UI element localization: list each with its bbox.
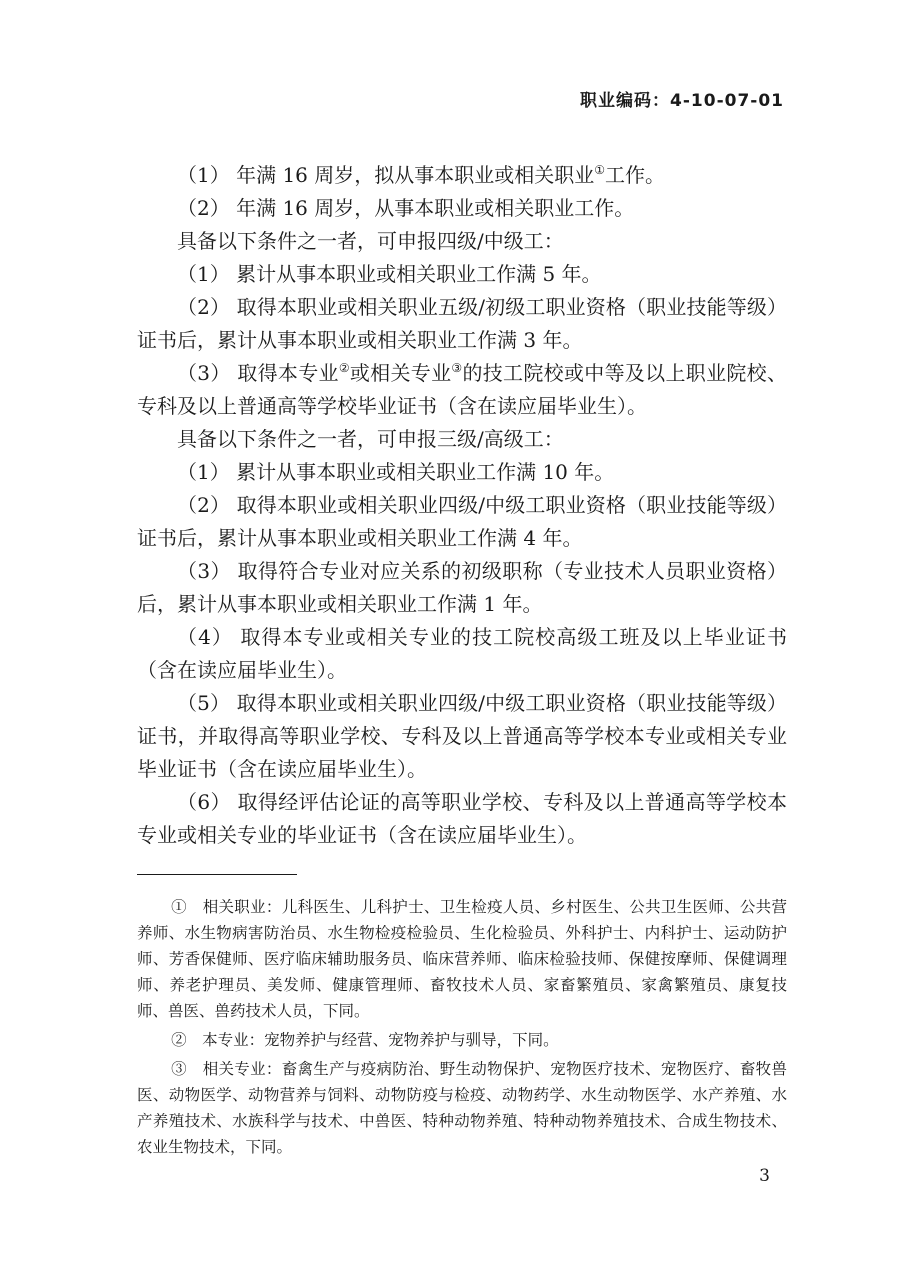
paragraph: （5） 取得本职业或相关职业四级/中级工职业资格（职业技能等级）证书，并取得高等职业学校、专科及以上普通高等学校本专业或相关专业毕业证书（含在读应届毕业生）。 [137,691,787,781]
paragraph: （2） 取得本职业或相关职业五级/初级工职业资格（职业技能等级）证书后，累计从事本职业或相关职业工作满 3 年。 [137,295,787,352]
paragraph: （2） 年满 16 周岁，从事本职业或相关职业工作。 [177,196,635,220]
paragraph: （4） 取得本专业或相关专业的技工院校高级工班及以上毕业证书（含在读应届毕业生）。 [137,625,787,682]
footnote: ① 相关职业：儿科医生、儿科护士、卫生检疫人员、乡村医生、公共卫生医师、公共营养师、水生物病害防治员、水生物检疫检验员、生化检验员、外科护士、内科护士、运动防护师、芳香保健师、医疗临床辅助服务员、临床营养师、临床检验技师、保健按摩师、保健调理师、养老护理员、美发师、健康管理师、畜牧技术人员、家畜繁殖员、家禽繁殖员、康复技师、兽医、兽药技术人员，下同。 [137,898,787,1020]
footnote-divider [137,874,297,875]
paragraph: （1） 累计从事本职业或相关职业工作满 10 年。 [177,460,615,484]
requirements-body [137,159,787,852]
footnote: ② 本专业：宠物养护与经营、宠物养护与驯导，下同。 [171,1031,559,1049]
paragraph: （1） 年满 16 周岁，拟从事本职业或相关职业①工作。 [177,163,666,187]
paragraph: （1） 累计从事本职业或相关职业工作满 5 年。 [177,262,602,286]
footnote-ref[interactable]: ③ [451,361,463,375]
footnote-ref[interactable]: ② [338,361,350,375]
occupation-code: 职业编码：4-10-07-01 [580,91,784,111]
footnote-ref[interactable]: ① [594,163,606,177]
page-number: 3 [759,1166,770,1186]
paragraph: 具备以下条件之一者，可申报三级/高级工： [177,427,564,451]
paragraph: （3） 取得本专业②或相关专业③的技工院校或中等及以上职业院校、专科及以上普通高等学校毕业证书（含在读应届毕业生）。 [137,361,787,418]
paragraph: （6） 取得经评估论证的高等职业学校、专科及以上普通高等学校本专业或相关专业的毕业证书（含在读应届毕业生）。 [137,790,787,847]
footnote: ③ 相关专业：畜禽生产与疫病防治、野生动物保护、宠物医疗技术、宠物医疗、畜牧兽医、动物医学、动物营养与饲料、动物防疫与检疫、动物药学、水生动物医学、水产养殖、水产养殖技术、水族科学与技术、中兽医、特种动物养殖、特种动物养殖技术、合成生物技术、农业生物技术，下同。 [137,1060,787,1156]
paragraph: （3） 取得符合专业对应关系的初级职称（专业技术人员职业资格）后，累计从事本职业或相关职业工作满 1 年。 [137,559,787,616]
footnotes [137,894,787,1163]
paragraph: 具备以下条件之一者，可申报四级/中级工： [177,229,564,253]
paragraph: （2） 取得本职业或相关职业四级/中级工职业资格（职业技能等级）证书后，累计从事本职业或相关职业工作满 4 年。 [137,493,787,550]
